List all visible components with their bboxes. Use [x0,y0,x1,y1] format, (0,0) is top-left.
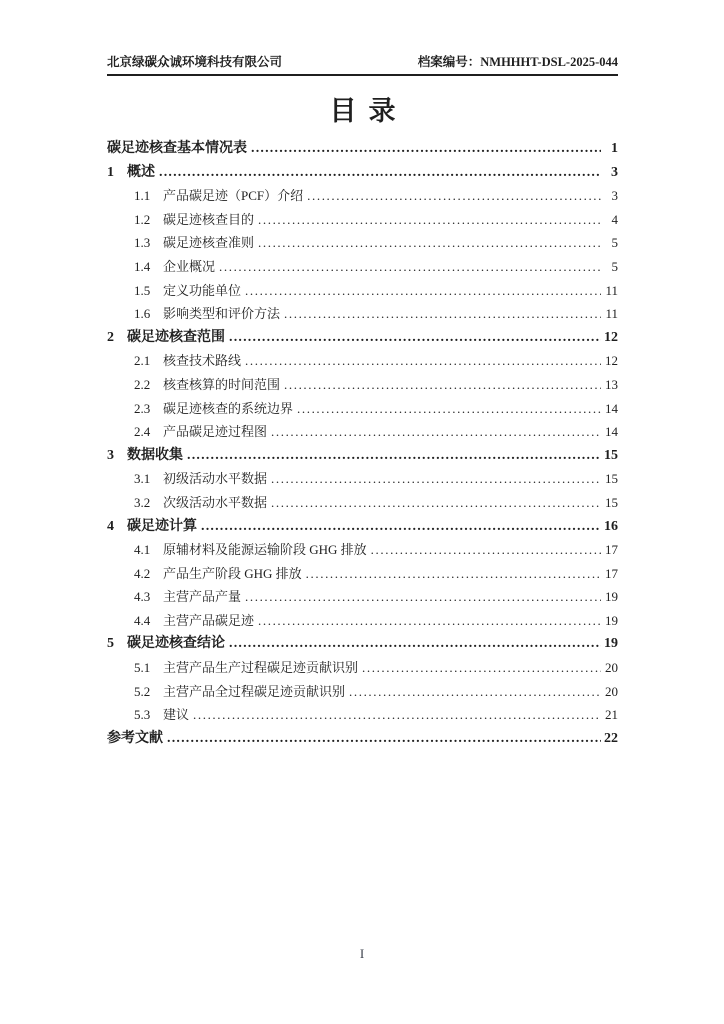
toc-entry[interactable] [107,208,618,232]
toc-entry[interactable] [107,515,618,539]
toc-entry-page: 20 [605,660,618,676]
toc-entry-page: 12 [605,353,618,369]
toc-entry-page: 3 [611,188,618,204]
toc-dot-leader [245,349,601,373]
toc-dot-leader [251,137,601,161]
toc-entry-label: 建议 [163,707,190,723]
table-of-contents [107,137,618,750]
toc-entry-number: 2.1 [134,353,151,369]
toc-dot-leader [167,727,601,751]
toc-entry-label: 碳足迹核查范围 [127,329,225,345]
toc-entry[interactable] [107,279,618,303]
toc-entry-label: 碳足迹核查目的 [163,211,255,227]
toc-entry[interactable] [107,562,618,586]
toc-entry-number: 1.5 [134,282,151,298]
toc-dot-leader [297,397,601,421]
toc-dot-leader [271,467,601,491]
toc-entry-page: 15 [605,494,618,510]
toc-dot-leader [362,656,601,680]
document-header [107,0,618,76]
toc-entry-number: 2.3 [134,400,151,416]
toc-entry-label: 产品碳足迹（PCF）介绍 [163,188,304,204]
toc-entry-page: 15 [605,471,618,487]
page-number: I [359,946,365,961]
toc-entry-page: 14 [605,400,618,416]
toc-entry[interactable] [107,397,618,421]
toc-title: 目录 [329,96,408,126]
toc-entry-label: 初级活动水平数据 [163,471,268,487]
toc-entry-label: 碳足迹核查基本情况表 [107,141,247,156]
toc-dot-leader [258,208,601,232]
toc-entry[interactable] [107,538,618,562]
toc-entry-page: 5 [611,258,618,274]
toc-entry-label: 产品碳足迹过程图 [163,424,268,440]
toc-dot-leader [371,538,601,562]
toc-entry-label: 核查技术路线 [163,353,242,369]
document-footer [0,946,724,962]
toc-entry[interactable] [107,184,618,208]
toc-entry[interactable] [107,727,618,751]
toc-entry-number: 4.1 [134,542,151,558]
toc-entry-page: 5 [611,235,618,251]
toc-entry-number: 3.1 [134,471,151,487]
toc-entry-page: 21 [605,707,618,723]
toc-entry[interactable] [107,680,618,704]
toc-entry[interactable] [107,585,618,609]
toc-entry-page: 14 [605,424,618,440]
toc-entry[interactable] [107,420,618,444]
toc-dot-leader [271,491,601,515]
toc-entry-number: 3 [107,447,114,463]
toc-entry[interactable] [107,632,618,656]
toc-dot-leader [258,609,601,633]
toc-entry-number: 5.2 [134,683,151,699]
toc-entry-label: 参考文献 [107,730,163,746]
toc-entry-label: 定义功能单位 [163,282,242,298]
toc-entry[interactable] [107,161,618,185]
toc-entry-number: 1.3 [134,235,151,251]
toc-entry-page: 16 [604,518,618,534]
toc-entry-number: 1.4 [134,258,151,274]
toc-entry[interactable] [107,373,618,397]
toc-dot-leader [219,255,601,279]
toc-entry-label: 碳足迹计算 [127,518,197,534]
toc-entry-label: 原辅材料及能源运输阶段 GHG 排放 [163,542,367,558]
toc-entry-label: 碳足迹核查结论 [127,636,225,652]
toc-entry-label: 主营产品碳足迹 [163,612,255,628]
toc-entry-number: 3.2 [134,494,151,510]
toc-dot-leader [284,302,601,326]
toc-entry-number: 2 [107,329,114,345]
toc-dot-leader [193,703,601,727]
toc-dot-leader [229,632,601,656]
toc-dot-leader [306,562,601,586]
toc-entry-number: 5.3 [134,707,151,723]
toc-entry-label: 碳足迹核查的系统边界 [163,400,294,416]
toc-dot-leader [258,231,601,255]
archive-number-label: 档案编号： [417,55,481,69]
toc-entry-label: 次级活动水平数据 [163,494,268,510]
toc-entry[interactable] [107,703,618,727]
toc-entry-page: 4 [611,211,618,227]
archive-number-value: NMHHHT-DSL-2025-044 [480,55,618,69]
toc-entry-number: 1 [107,164,114,180]
toc-dot-leader [245,279,601,303]
toc-entry-label: 产品生产阶段 GHG 排放 [163,565,302,581]
toc-entry-label: 主营产品全过程碳足迹贡献识别 [163,683,346,699]
toc-entry-label: 碳足迹核查准则 [163,235,255,251]
toc-entry[interactable] [107,349,618,373]
toc-dot-leader [245,585,601,609]
toc-entry-number: 1.1 [134,188,151,204]
toc-entry-label: 数据收集 [127,447,183,463]
toc-entry[interactable] [107,302,618,326]
toc-dot-leader [271,420,601,444]
toc-dot-leader [159,161,601,185]
toc-entry-number: 4 [107,518,114,534]
toc-dot-leader [349,680,601,704]
toc-dot-leader [307,184,601,208]
toc-dot-leader [284,373,601,397]
toc-entry[interactable] [107,255,618,279]
toc-entry-label: 主营产品产量 [163,589,242,605]
toc-entry-page: 20 [605,683,618,699]
toc-entry[interactable] [107,656,618,680]
toc-entry-number: 2.2 [134,376,151,392]
toc-dot-leader [187,444,601,468]
toc-entry-number: 1.2 [134,211,151,227]
toc-entry[interactable] [107,491,618,515]
toc-entry-page: 15 [604,447,618,463]
toc-entry-label: 影响类型和评价方法 [163,306,281,322]
toc-entry[interactable] [107,137,618,161]
toc-entry-number: 1.6 [134,306,151,322]
toc-entry-label: 核查核算的时间范围 [163,376,281,392]
toc-entry-number: 4.2 [134,565,151,581]
toc-entry-page: 19 [605,612,618,628]
toc-entry-page: 12 [604,329,618,345]
toc-entry-number: 4.3 [134,589,151,605]
toc-entry[interactable] [107,467,618,491]
toc-entry-page: 13 [605,376,618,392]
toc-entry-page: 3 [611,164,618,180]
toc-entry-number: 5.1 [134,660,151,676]
toc-entry-page: 22 [604,730,618,746]
toc-entry-label: 概述 [127,164,155,180]
toc-entry-page: 11 [605,306,618,322]
archive-number [418,54,618,70]
toc-entry-page: 11 [605,282,618,298]
toc-entry-label: 主营产品生产过程碳足迹贡献识别 [163,660,359,676]
toc-entry-page: 19 [605,589,618,605]
toc-dot-leader [201,515,601,539]
toc-entry-number: 2.4 [134,424,151,440]
toc-entry[interactable] [107,231,618,255]
toc-dot-leader [229,326,601,350]
company-name: 北京绿碳众诚环境科技有限公司 [107,55,283,69]
toc-entry-page: 17 [605,542,618,558]
toc-entry[interactable] [107,326,618,350]
toc-entry-label: 企业概况 [163,258,216,274]
toc-entry-page: 1 [611,141,618,156]
toc-entry[interactable] [107,609,618,633]
toc-entry-number: 4.4 [134,612,151,628]
toc-entry[interactable] [107,444,618,468]
toc-entry-number: 5 [107,636,114,652]
toc-entry-page: 19 [604,636,618,652]
toc-entry-page: 17 [605,565,618,581]
